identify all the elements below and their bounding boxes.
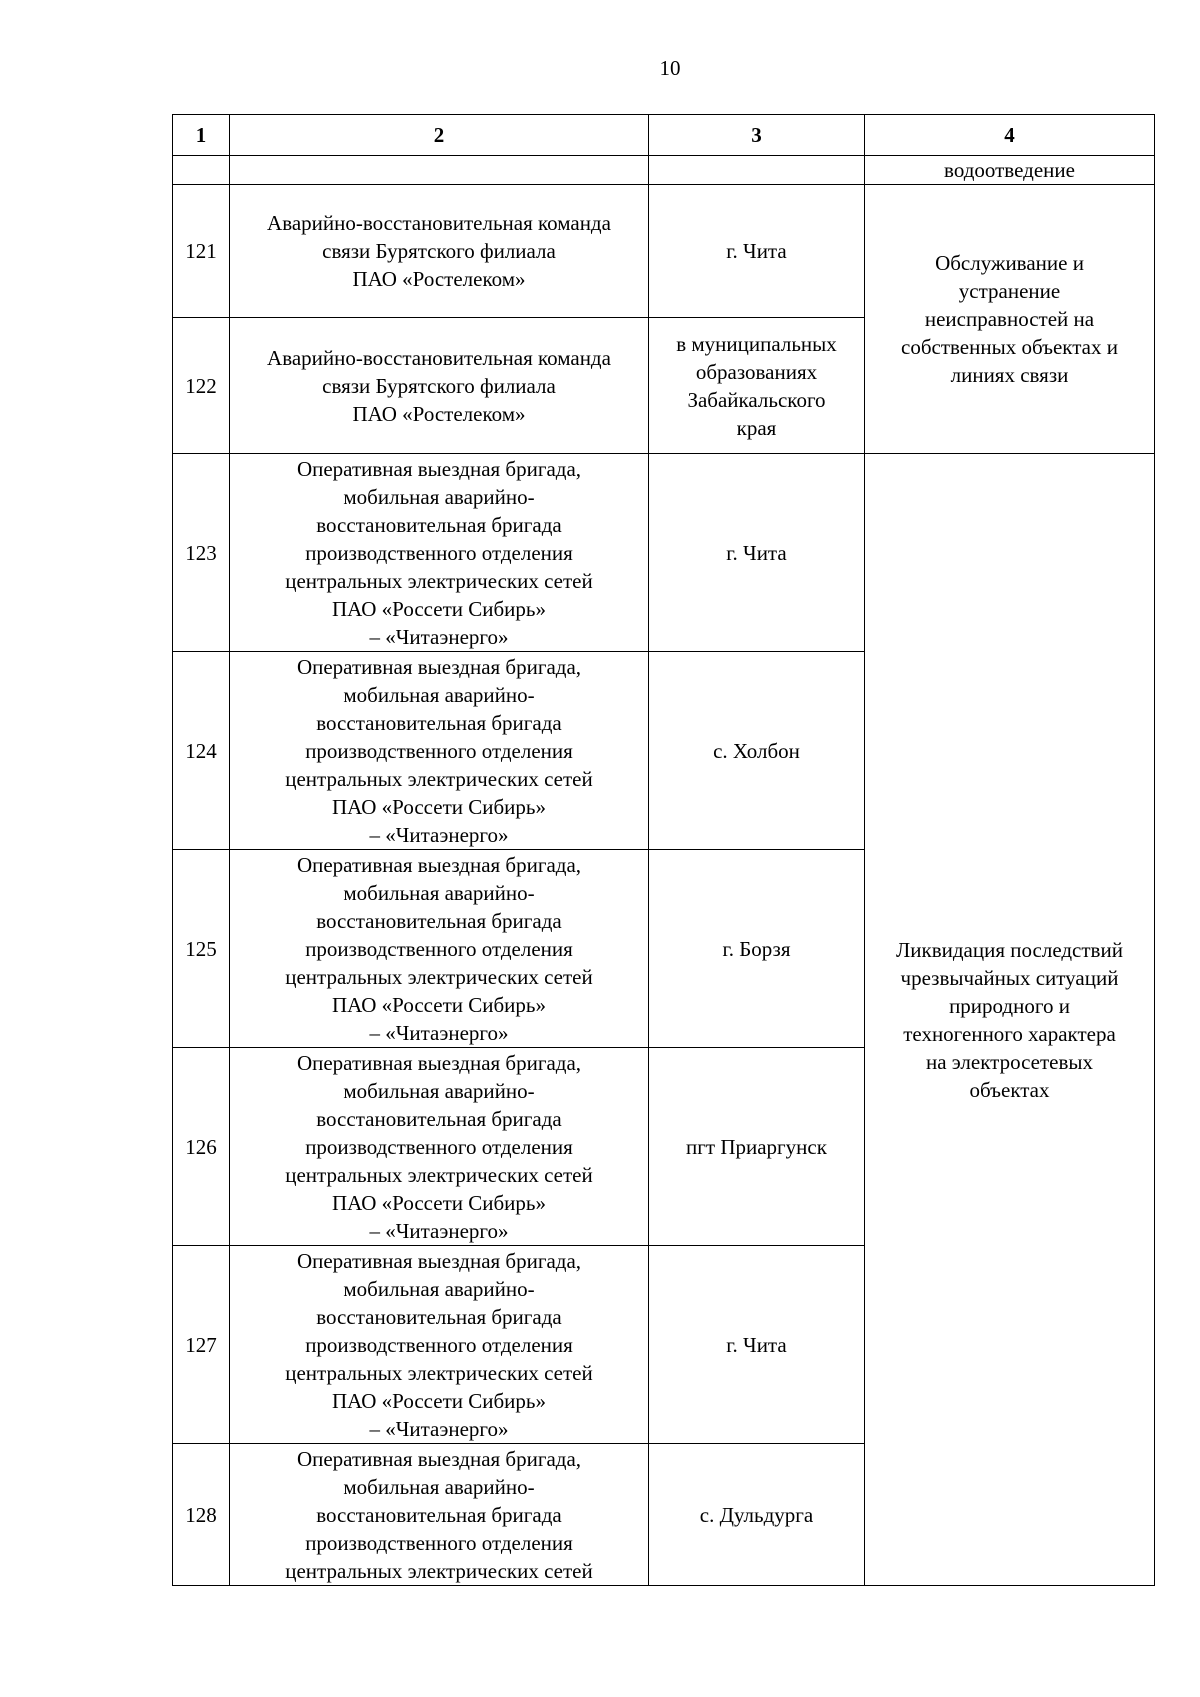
row-number: 128 xyxy=(173,1444,230,1586)
organization-cell: Оперативная выездная бригада, мобильная аварийно- восстановительная бригада производственного отделения центральных электрических сетей ПАО «Россети Сибирь» – «Читаэнерго» xyxy=(230,850,649,1048)
organization-cell: Оперативная выездная бригада, мобильная аварийно- восстановительная бригада производственного отделения центральных электрических сетей xyxy=(230,1444,649,1586)
row-number: 127 xyxy=(173,1246,230,1444)
organization-cell: Аварийно-восстановительная команда связи Бурятского филиала ПАО «Ростелеком» xyxy=(230,185,649,318)
location-cell: с. Холбон xyxy=(649,652,865,850)
row-number: 125 xyxy=(173,850,230,1048)
assignments-table xyxy=(172,114,1155,1586)
table-row xyxy=(173,454,1155,652)
header-col-1: 1 xyxy=(173,115,230,156)
header-col-2: 2 xyxy=(230,115,649,156)
location-cell: г. Борзя xyxy=(649,850,865,1048)
continuation-col-1 xyxy=(173,156,230,185)
continuation-col-2 xyxy=(230,156,649,185)
organization-cell: Оперативная выездная бригада, мобильная аварийно- восстановительная бригада производственного отделения центральных электрических сетей ПАО «Россети Сибирь» – «Читаэнерго» xyxy=(230,1048,649,1246)
location-cell: пгт Приаргунск xyxy=(649,1048,865,1246)
continuation-row xyxy=(173,156,1155,185)
row-number: 121 xyxy=(173,185,230,318)
table-row xyxy=(173,185,1155,318)
row-number: 122 xyxy=(173,318,230,454)
task-cell-telecom: Обслуживание и устранение неисправностей на собственных объектах и линиях связи xyxy=(865,185,1155,454)
location-cell: г. Чита xyxy=(649,454,865,652)
location-cell: г. Чита xyxy=(649,1246,865,1444)
organization-cell: Оперативная выездная бригада, мобильная аварийно- восстановительная бригада производственного отделения центральных электрических сетей ПАО «Россети Сибирь» – «Читаэнерго» xyxy=(230,652,649,850)
table-header-row xyxy=(173,115,1155,156)
page-number: 10 xyxy=(659,56,681,80)
task-cell-power: Ликвидация последствий чрезвычайных ситуаций природного и техногенного характера на электросетевых объектах xyxy=(865,454,1155,1586)
organization-cell: Оперативная выездная бригада, мобильная аварийно- восстановительная бригада производственного отделения центральных электрических сетей ПАО «Россети Сибирь» – «Читаэнерго» xyxy=(230,454,649,652)
header-col-4: 4 xyxy=(865,115,1155,156)
continuation-col-3 xyxy=(649,156,865,185)
organization-cell: Оперативная выездная бригада, мобильная аварийно- восстановительная бригада производственного отделения центральных электрических сетей ПАО «Россети Сибирь» – «Читаэнерго» xyxy=(230,1246,649,1444)
row-number: 124 xyxy=(173,652,230,850)
row-number: 123 xyxy=(173,454,230,652)
header-col-3: 3 xyxy=(649,115,865,156)
row-number: 126 xyxy=(173,1048,230,1246)
location-cell: с. Дульдурга xyxy=(649,1444,865,1586)
organization-cell: Аварийно-восстановительная команда связи Бурятского филиала ПАО «Ростелеком» xyxy=(230,318,649,454)
continuation-col-4: водоотведение xyxy=(865,156,1155,185)
location-cell: г. Чита xyxy=(649,185,865,318)
location-cell: в муниципальных образованиях Забайкальского края xyxy=(649,318,865,454)
